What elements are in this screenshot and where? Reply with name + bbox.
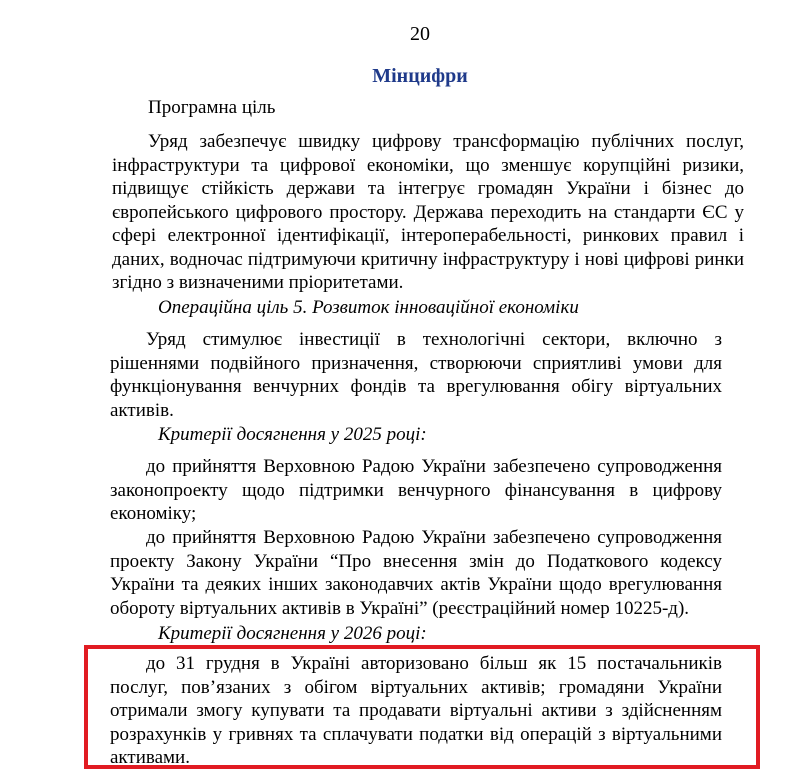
page-number: 20 <box>410 23 430 45</box>
program-goal-heading: Програмна ціль <box>148 97 276 118</box>
criteria-2025-heading: Критерії досягнення у 2025 році: <box>158 424 427 445</box>
operational-goal-paragraph: Уряд стимулює інвестиції в технологічні сектори, включно з рішеннями подвійного призначення, створюючи сприятливі умови для функціонування венчурних фондів та врегулювання обігу віртуальних активів. <box>110 329 722 421</box>
criteria-2026-heading: Критерії досягнення у 2026 році: <box>158 623 427 644</box>
criteria-2026-item: до 31 грудня в Україні авторизовано більш як 15 постачальників послуг, пов’язаних з обігом віртуальних активів; громадяни України отримали змогу купувати та продавати віртуальні активи з здійсненням розрахунків у гривнях та сплачувати податки від операцій з віртуальними активами. <box>110 653 722 768</box>
program-goal-paragraph: Уряд забезпечує швидку цифрову трансформацію публічних послуг, інфраструктури та цифрової економіки, що зменшує корупційні ризики, підвищує стійкість держави та інтегрує громадян України і бізнес до європейського цифрового простору. Держава переходить на стандарти ЄС у сфері електронної ідентифікації, інтероперабельності, ринкових правил і даних, водночас підтримуючи критичну інфраструктуру і нові цифрові ринки згідно з визначеними пріоритетами. <box>112 131 744 293</box>
criteria-2025-item: до прийняття Верховною Радою України забезпечено супроводження проекту Закону України “Про внесення змін до Податкового кодексу України та деяких інших законодавчих актів України щодо врегулювання обороту віртуальних активів в Україні” (реєстраційний номер 10225-д). <box>110 527 722 619</box>
operational-goal-heading: Операційна ціль 5. Розвиток інноваційної економіки <box>158 297 579 318</box>
ministry-heading: Мінцифри <box>372 65 468 87</box>
criteria-2025-item: до прийняття Верховною Радою України забезпечено супроводження законопроекту щодо підтримки венчурного фінансування в цифрову економіку; <box>110 456 722 524</box>
